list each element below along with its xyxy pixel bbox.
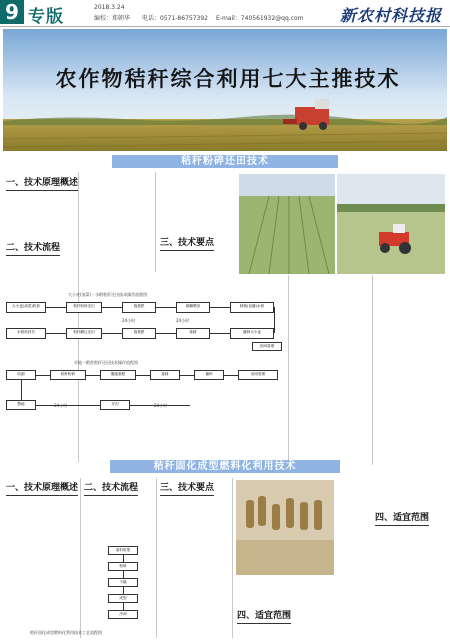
section-banner-title: 秸秆粉碎还田技术	[181, 156, 269, 167]
page-header	[0, 0, 450, 27]
flow-step: 旋耕	[150, 370, 180, 380]
heading-principle: 一、技术原理概述	[6, 175, 78, 188]
flow-step: 秸秆粉碎还田	[66, 302, 102, 313]
field-photo-tractor	[337, 174, 445, 274]
article-title: 农作物秸秆综合利用七大主推技术	[55, 67, 401, 91]
flow-step: 耕翻晒田	[176, 302, 210, 313]
diagram-title: 秸秆固化成型燃料化利用技术工艺流程图	[30, 630, 102, 635]
page-number: 9	[0, 0, 24, 24]
interval-label: 24小时	[54, 403, 68, 408]
flow-step: 播种大小麦	[230, 328, 274, 339]
heading-principle: 一、技术原理概述	[6, 480, 78, 493]
heading-key-points: 三、技术要点	[160, 480, 214, 493]
flow-step: 成型	[108, 594, 138, 603]
field-photo-straw	[239, 174, 335, 274]
flow-step: 播种	[194, 370, 224, 380]
diagram-title: 大小麦(油菜)－水稻秸秆还田技术操作流程图	[68, 292, 148, 297]
flow-step: 收割	[6, 370, 36, 380]
flow-diagram-briquette	[84, 540, 156, 635]
flow-step: 原料收集	[108, 546, 138, 555]
heading-scope: 四、适宜范围	[375, 510, 429, 523]
interval-label: 24小时	[176, 318, 190, 323]
flow-step: 冷却	[108, 610, 138, 619]
flow-step: 田间管理	[238, 370, 278, 380]
heading-process: 二、技术流程	[84, 480, 138, 493]
flow-diagram-rice-wheat	[4, 292, 288, 352]
flow-step: 秸秆翻压还田	[66, 328, 102, 339]
flow-diagram-dryland	[4, 360, 288, 430]
flow-step: 水稻收获后	[6, 328, 46, 339]
flow-step: 施基肥	[122, 328, 156, 339]
flow-step: 秸秆粉碎	[50, 370, 86, 380]
section-banner-briquette-fuel	[110, 460, 340, 473]
flow-step: 整地	[6, 400, 36, 410]
heading-key-points: 三、技术要点	[160, 235, 214, 248]
flow-step: 大小麦(油菜)收获	[6, 302, 46, 313]
heading-scope: 四、适宜范围	[237, 608, 291, 621]
flow-step: 开沟	[100, 400, 130, 410]
flow-step: 旋耕	[176, 328, 210, 339]
heading-process: 二、技术流程	[6, 240, 60, 253]
section-banner-title: 秸秆固化成型燃料化利用技术	[153, 461, 297, 472]
flow-step: 施基肥	[122, 302, 156, 313]
interval-label: 24小时	[154, 403, 168, 408]
flow-step: 田间管理	[252, 342, 282, 351]
phone-number: 电话：0571-86757392	[142, 15, 208, 22]
flow-step: 撒施基肥	[100, 370, 136, 380]
flow-step: 粉碎	[108, 562, 138, 571]
email-address: E-mail：740561932@qq.com	[216, 15, 304, 22]
diagram-title: 旱地－稻茬秸秆还田技术操作流程图	[74, 360, 138, 365]
newspaper-masthead: 新农村科技报	[339, 6, 442, 25]
flow-step: 移栽(直播)水稻	[230, 302, 274, 313]
hero-image	[3, 29, 447, 151]
issue-date: 2018.3.24	[94, 4, 125, 11]
biomass-pellet-photo	[236, 480, 334, 575]
editor-credit: 编校：郑朝华	[94, 15, 131, 22]
interval-label: 24小时	[122, 318, 136, 323]
section-banner-straw-return	[112, 155, 338, 168]
section-name: 专版	[28, 7, 64, 27]
flow-step: 干燥	[108, 578, 138, 587]
